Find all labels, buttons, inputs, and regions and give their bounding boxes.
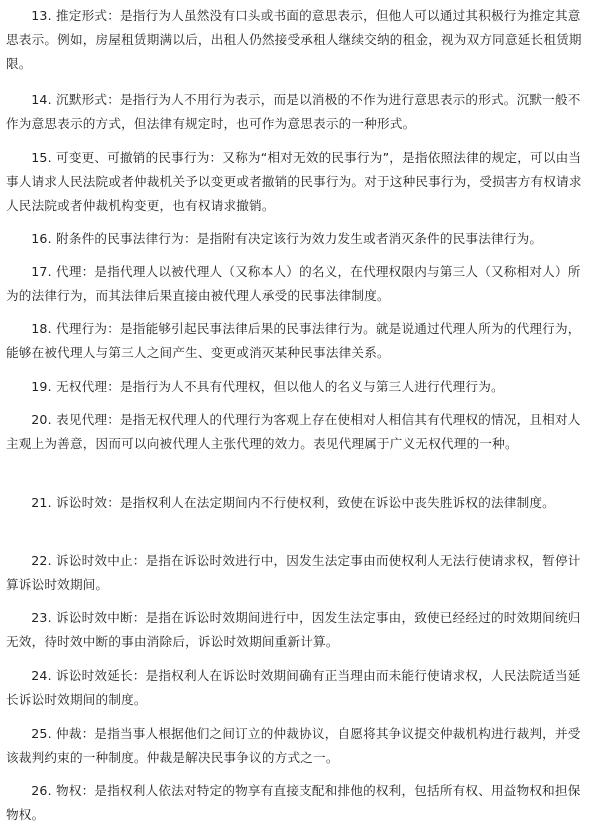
paragraph-14: 14. 沉默形式：是指行为人不用行为表示，而是以消极的不作为进行意思表示的形式。沉默一般不作为意思表示的方式，但法律有规定时，也可作为意思表示的一种形式。 [6,92,581,131]
paragraph-21: 21. 诉讼时效：是指权利人在法定期间内不行使权利，致使在诉讼中丧失胜诉权的法律制度。 [31,495,555,510]
paragraph-18: 18. 代理行为：是指能够引起民事法律后果的民事法律行为。就是说通过代理人所为的代理行为，能够在被代理人与第三人之间产生、变更或消灭某种民事法律关系。 [6,321,581,360]
paragraph-19: 19. 无权代理：是指行为人不具有代理权，但以他人的名义与第三人进行代理行为。 [31,379,504,394]
paragraph-15: 15. 可变更、可撤销的民事行为：又称为“相对无效的民事行为”，是指依照法律的规定，可以由当事人请求人民法院或者仲裁机关予以变更或者撤销的民事行为。对于这种民事行为，受损害方有权请求人民法院或者仲裁机构变更，也有权请求撤销。 [6,150,582,213]
paragraph-24: 24. 诉讼时效延长：是指权利人在诉讼时效期间确有正当理由而未能行使请求权，人民法院适当延长诉讼时效期间的制度。 [6,668,581,707]
paragraph-26: 26. 物权：是指权利人依法对特定的物享有直接支配和排他的权利，包括所有权、用益物权和担保物权。 [6,783,581,822]
paragraph-20: 20. 表见代理：是指无权代理人的代理行为客观上存在使相对人相信其有代理权的情况，且相对人主观上为善意，因而可以向被代理人主张代理的效力。表见代理属于广义无权代理的一种。 [6,412,581,451]
paragraph-16: 16. 附条件的民事法律行为：是指附有决定该行为效力发生或者消灭条件的民事法律行为。 [31,231,543,246]
paragraph-13: 13. 推定形式：是指行为人虽然没有口头或书面的意思表示，但他人可以通过其积极行为推定其意思表示。例如，房屋租赁期满以后，出租人仍然接受承租人继续交纳的租金，视为双方同意延长租赁期限。 [6,8,582,71]
paragraph-23: 23. 诉讼时效中断：是指在诉讼时效期间进行中，因发生法定事由，致使已经经过的时效期间统归无效，待时效中断的事由消除后，诉讼时效期间重新计算。 [6,610,581,649]
paragraph-22: 22. 诉讼时效中止：是指在诉讼时效进行中，因发生法定事由而使权利人无法行使请求权，暂停计算诉讼时效期间。 [6,553,581,592]
paragraph-17: 17. 代理：是指代理人以被代理人（又称本人）的名义，在代理权限内与第三人（又称相对人）所为的法律行为，而其法律后果直接由被代理人承受的民事法律制度。 [6,264,581,303]
paragraph-25: 25. 仲裁：是指当事人根据他们之间订立的仲裁协议，自愿将其争议提交仲裁机构进行裁判，并受该裁判约束的一种制度。仲裁是解决民事争议的方式之一。 [6,726,581,765]
